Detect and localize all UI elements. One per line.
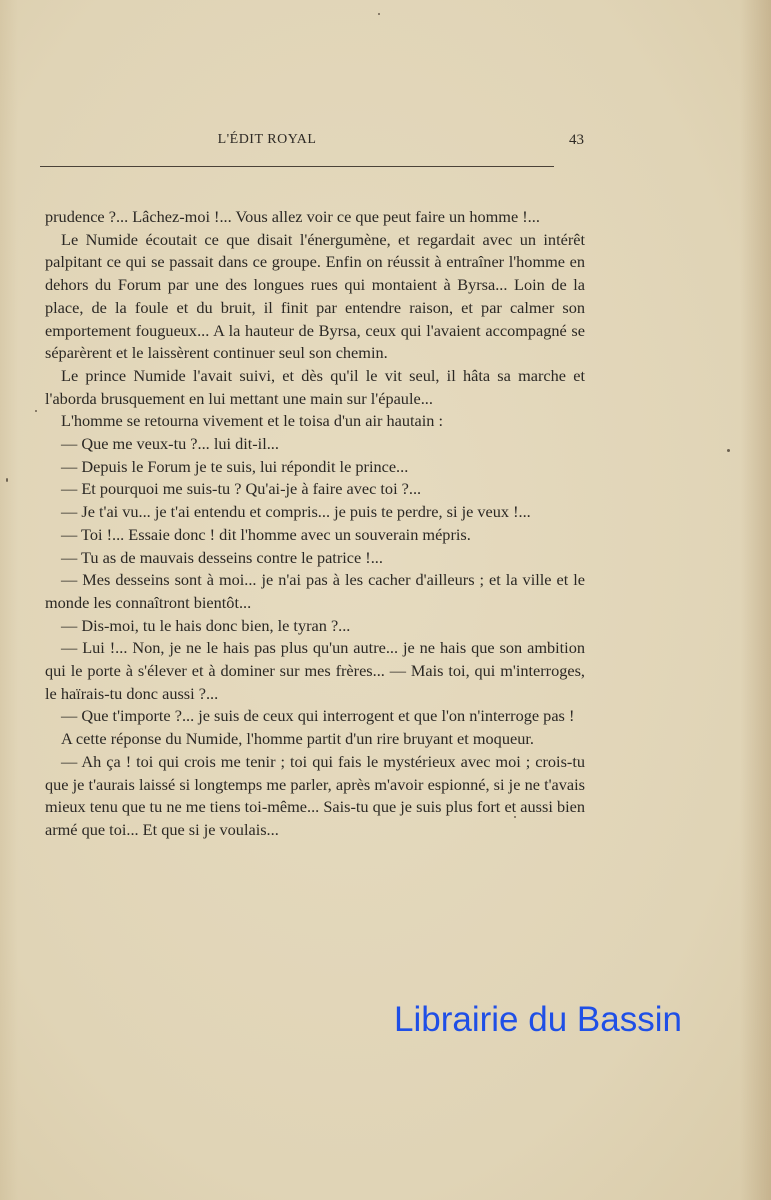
dialog-line: — Tu as de mauvais desseins contre le patrice !... (61, 547, 383, 567)
page-number: 43 (569, 132, 584, 148)
dialog-line: — Dis-moi, tu le hais donc bien, le tyran ?... (61, 615, 351, 635)
dialog-line: — Ah ça ! toi qui crois me tenir ; toi qui fais le mystérieux avec moi ; crois-tu que je t'aurais laissé si longtemps me parler, après m'avoir espionné, si je ne t'avais mieux tenu que tu ne me tiens toi-même... Sais-tu que je suis plus fort et aussi bien armé que toi... Et que si je voulais... (45, 751, 585, 839)
dialog-line: — Je t'ai vu... je t'ai entendu et compris... je puis te perdre, si je veux !... (61, 502, 531, 522)
running-head (38, 128, 586, 154)
dialog-line: — Depuis le Forum je te suis, lui répondit le prince... (61, 456, 409, 476)
dialog-line: — Que t'importe ?... je suis de ceux qui interrogent et que l'on n'interroge pas ! (61, 706, 575, 726)
paper-speck (727, 449, 730, 452)
paragraph: Le prince Numide l'avait suivi, et dès qu'il le vit seul, il hâta sa marche et l'aborda brusquement en lui mettant une main sur l'épaule... (45, 365, 585, 408)
running-title: L'ÉDIT ROYAL (217, 132, 317, 147)
dialog-line: — Toi !... Essaie donc ! dit l'homme avec un souverain mépris. (61, 524, 471, 544)
dialog-line: — Mes desseins sont à moi... je n'ai pas à les cacher d'ailleurs ; et la ville et le monde les connaîtront bientôt... (45, 570, 585, 612)
watermark: Librairie du Bassin (394, 1000, 682, 1039)
paragraph: prudence ?... Lâchez-moi !... Vous allez voir ce que peut faire un homme !... (45, 207, 540, 226)
dialog-line: — Lui !... Non, je ne le hais pas plus qu'un autre... je ne hais que son ambition qui le porte à s'élever et à dominer sur mes frères... — Mais toi, qui m'interroges, le haïrais-tu donc aussi ?... (45, 638, 585, 703)
header-rule (40, 166, 554, 167)
paragraph: Le Numide écoutait ce que disait l'énergumène, et regardait avec un intérêt palpitant ce qui se passait dans ce groupe. Enfin on réussit à entraîner l'homme en dehors du Forum par une des longues rues qui montaient à Byrsa... Loin de la place, de la foule et du bruit, il finit par entendre raison, et par calmer son emportement fougueux... A la hauteur de Byrsa, ceux qui l'avaient accompagné se séparèrent et le laissèrent continuer seul son chemin. (45, 229, 585, 363)
paper-speck (378, 13, 380, 15)
paragraph: A cette réponse du Numide, l'homme partit d'un rire bruyant et moqueur. (61, 729, 534, 749)
paper-speck (35, 410, 37, 412)
paper-speck (514, 816, 516, 818)
paragraph: L'homme se retourna vivement et le toisa d'un air hautain : (61, 411, 444, 431)
body-text (45, 206, 585, 842)
dialog-line: — Et pourquoi me suis-tu ? Qu'ai-je à faire avec toi ?... (61, 479, 422, 499)
dialog-line: — Que me veux-tu ?... lui dit-il... (61, 434, 279, 454)
paper-speck (6, 478, 8, 482)
